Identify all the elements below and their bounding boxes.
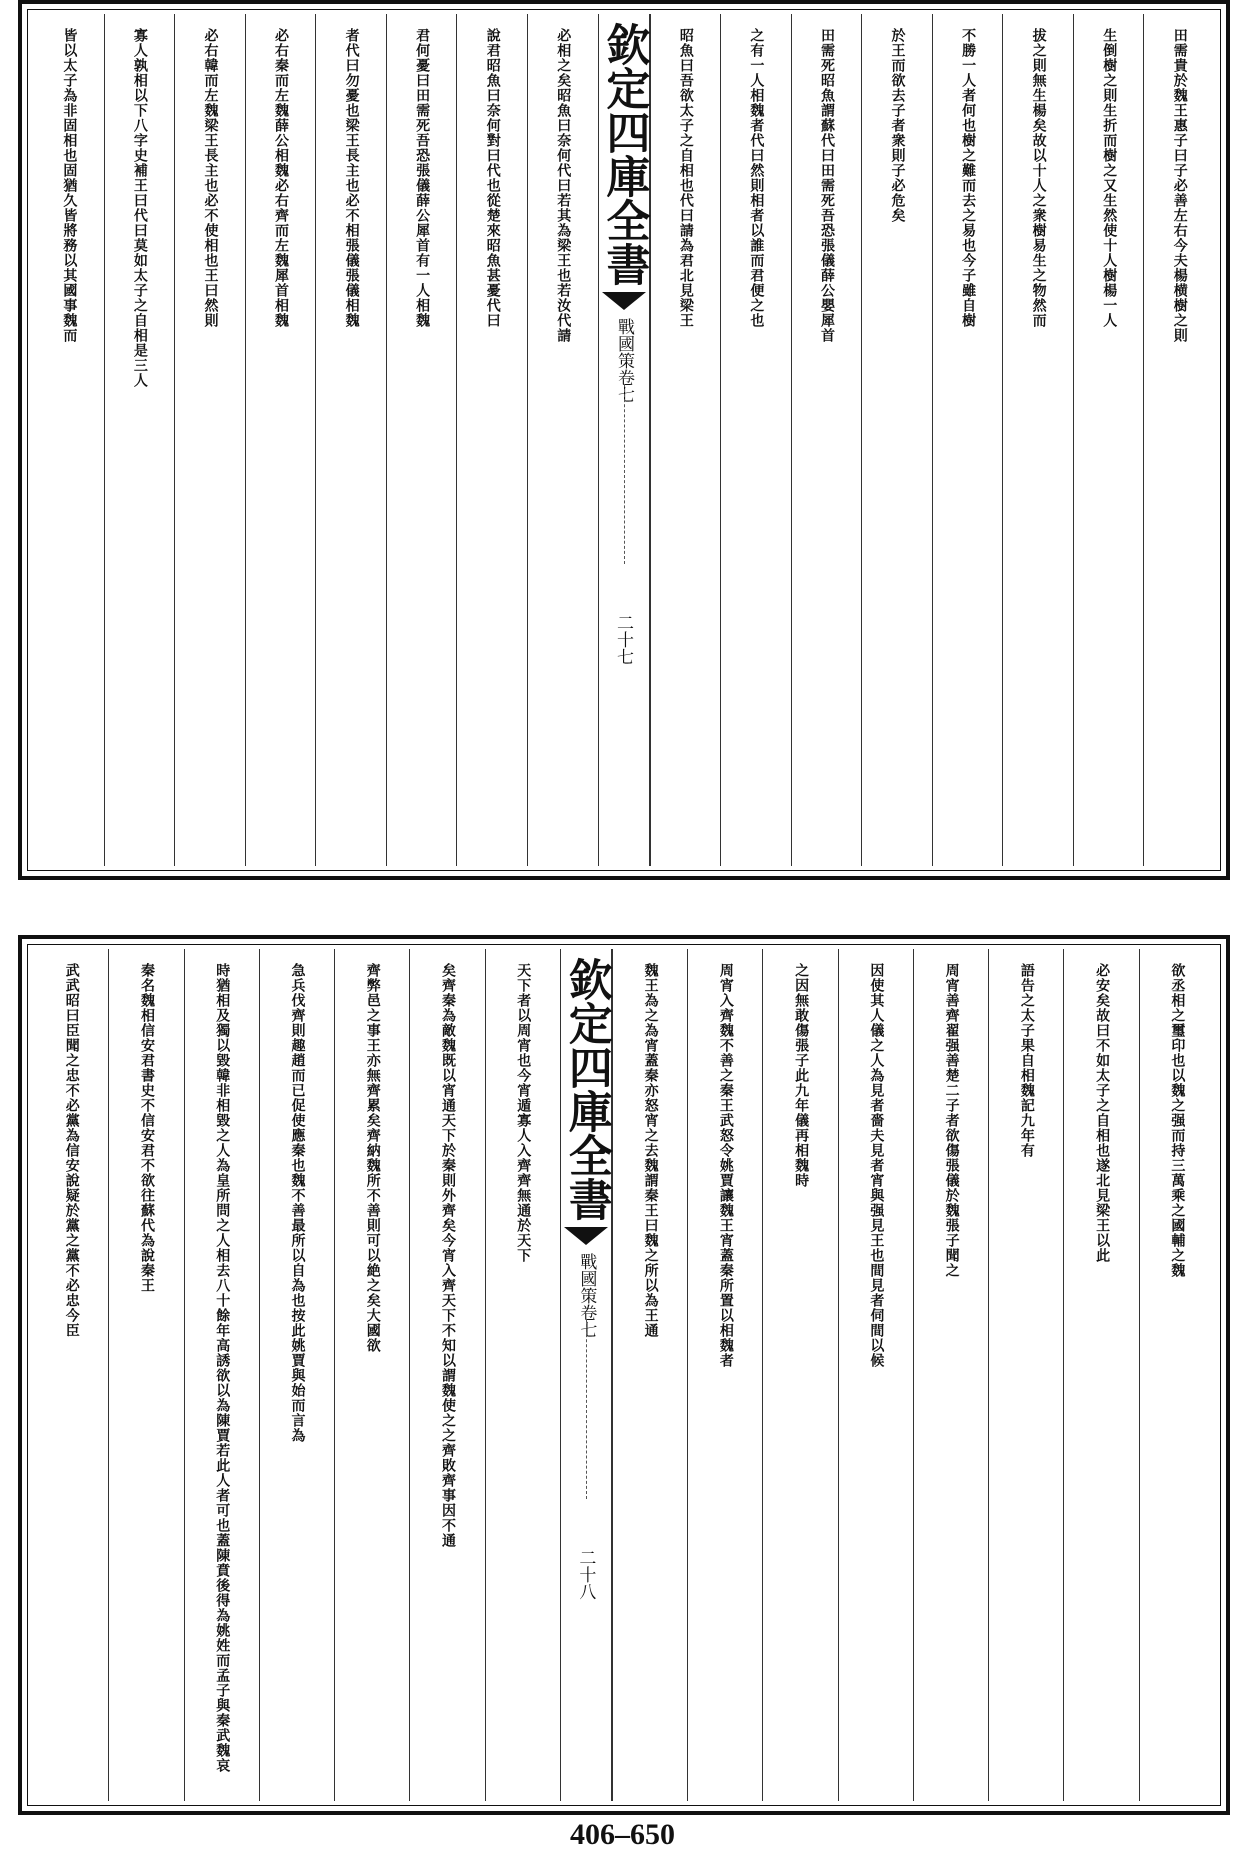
banner-volume: 戰國策卷七 xyxy=(576,1253,597,1338)
text-column xyxy=(1073,14,1144,866)
banner-divider xyxy=(624,384,626,564)
column-text: 矣齊秦為敵魏既以宵通天下於秦則外齊矣今宵入齊天下不知以謂魏使之之齊敗齊事因不通 xyxy=(440,963,457,1548)
column-text: 因使其人儀之人為見者嗇夫見者宵與强見王也間見者伺間以候 xyxy=(868,963,885,1368)
text-column xyxy=(174,14,245,866)
text-column xyxy=(315,14,386,866)
text-column xyxy=(762,949,837,1801)
text-column xyxy=(245,14,316,866)
column-text: 必安矣故曰不如太子之自相也遂北見梁王以此 xyxy=(1094,963,1111,1263)
column-text: 君何憂曰田需死吾恐張儀薛公犀首有一人相魏 xyxy=(414,28,431,328)
column-text: 皆以太子為非固相也固猶久皆將務以其國事魏而 xyxy=(61,28,78,343)
column-text: 拔之則無生楊矣故以十人之衆樹易生之物然而 xyxy=(1030,28,1047,328)
column-text: 周宵入齊魏不善之秦王武怒令姚賈讓魏王宵蓋秦所置以相魏者 xyxy=(717,963,734,1368)
text-column xyxy=(1002,14,1073,866)
text-column xyxy=(34,14,104,866)
top-page-frame xyxy=(18,0,1230,880)
text-column xyxy=(34,949,108,1801)
bottom-page-columns xyxy=(34,949,1214,1801)
column-text: 寡人孰相以下八字史補王曰代曰莫如太子之自相是三人 xyxy=(131,28,148,388)
column-text: 必右韓而左魏梁王長主也必不使相也王曰然則 xyxy=(202,28,219,328)
column-text: 必右秦而左魏薛公相魏必右齊而左魏犀首相魏 xyxy=(273,28,290,328)
text-column xyxy=(386,14,457,866)
center-banner xyxy=(560,949,612,1801)
column-text: 必相之矣昭魚曰奈何代曰若其為梁王也若汝代請 xyxy=(555,28,572,343)
text-column xyxy=(334,949,409,1801)
text-column xyxy=(861,14,932,866)
text-column xyxy=(527,14,598,866)
text-column xyxy=(650,14,721,866)
column-text: 魏王為之為宵蓋秦亦怒宵之去魏謂秦王曰魏之所以為王通 xyxy=(642,963,659,1338)
banner-page-number: 二十八 xyxy=(575,1549,596,1600)
text-column xyxy=(988,949,1063,1801)
text-column xyxy=(108,949,183,1801)
text-column xyxy=(184,949,259,1801)
column-text: 之有一人相魏者代曰然則相者以誰而君便之也 xyxy=(748,28,765,328)
text-column xyxy=(913,949,988,1801)
column-text: 昭魚曰吾欲太子之自相也代曰請為君北見梁王 xyxy=(677,28,694,328)
banner-title: 欽定四庫全書 xyxy=(560,957,612,1221)
column-text: 時猶相及獨以毀韓非相毀之人為皇所問之人相去八十餘年高誘欲以為陳賈若此人者可也蓋陳賁後得為姚姓而孟子與秦武魏哀 xyxy=(214,963,231,1773)
top-page-columns xyxy=(34,14,1214,866)
text-column xyxy=(1143,14,1214,866)
column-text: 之因無敢傷張子此九年儀再相魏時 xyxy=(793,963,810,1188)
column-text: 不勝一人者何也樹之難而去之易也今子雖自樹 xyxy=(960,28,977,328)
bottom-page-frame xyxy=(18,935,1230,1815)
banner-volume: 戰國策卷七 xyxy=(614,318,634,403)
text-column xyxy=(456,14,527,866)
text-column xyxy=(838,949,913,1801)
text-column xyxy=(104,14,175,866)
column-text: 天下者以周宵也今宵遁寡人入齊齊無通於天下 xyxy=(515,963,532,1263)
column-text: 於王而欲去子者衆則子必危矣 xyxy=(889,28,906,223)
column-text: 田需貴於魏王惠子曰子必善左右今夫楊横樹之則 xyxy=(1171,28,1188,343)
text-column xyxy=(720,14,791,866)
text-column xyxy=(1063,949,1138,1801)
fish-tail-mark-icon xyxy=(564,1227,608,1245)
column-text: 欲丞相之璽印也以魏之强而持三萬乘之國輔之魏 xyxy=(1169,963,1186,1278)
text-column xyxy=(259,949,334,1801)
column-text: 說君昭魚曰奈何對曰代也從楚來昭魚甚憂代曰 xyxy=(484,28,501,328)
text-column xyxy=(791,14,862,866)
center-banner xyxy=(598,14,650,866)
column-text: 田需死昭魚謂蘇代曰田需死吾恐張儀薛公嬰犀首 xyxy=(818,28,835,343)
column-text: 語告之太子果自相魏記九年有 xyxy=(1018,963,1035,1158)
text-column xyxy=(687,949,762,1801)
column-text: 急兵伐齊則趣趙而已促使應秦也魏不善最所以自為也按此姚賈與始而言為 xyxy=(289,963,306,1443)
banner-divider xyxy=(586,1319,588,1499)
column-text: 秦名魏相信安君書史不信安君不欲往蘇代為說秦王 xyxy=(138,963,155,1293)
text-column xyxy=(485,949,560,1801)
column-text: 者代曰勿憂也梁王長主也必不相張儀張儀相魏 xyxy=(343,28,360,328)
column-text: 齊弊邑之事王亦無齊累矣齊納魏所不善則可以絶之矣大國欲 xyxy=(364,963,381,1353)
text-column xyxy=(409,949,484,1801)
column-text: 周宵善齊翟强善楚二子者欲傷張儀於魏張子聞之 xyxy=(943,963,960,1278)
banner-page-number: 二十七 xyxy=(613,614,633,665)
column-text: 生倒樹之則生折而樹之又生然使十人樹楊一人 xyxy=(1101,28,1118,328)
text-column xyxy=(612,949,687,1801)
text-column xyxy=(932,14,1003,866)
banner-title: 欽定四庫全書 xyxy=(598,22,650,286)
fish-tail-mark-icon xyxy=(602,292,646,310)
page-reference-number: 406–650 xyxy=(570,1818,675,1851)
column-text: 武武昭曰臣聞之忠不必黨為信安說疑於黨之黨不必忠今臣 xyxy=(63,963,80,1338)
text-column xyxy=(1139,949,1214,1801)
